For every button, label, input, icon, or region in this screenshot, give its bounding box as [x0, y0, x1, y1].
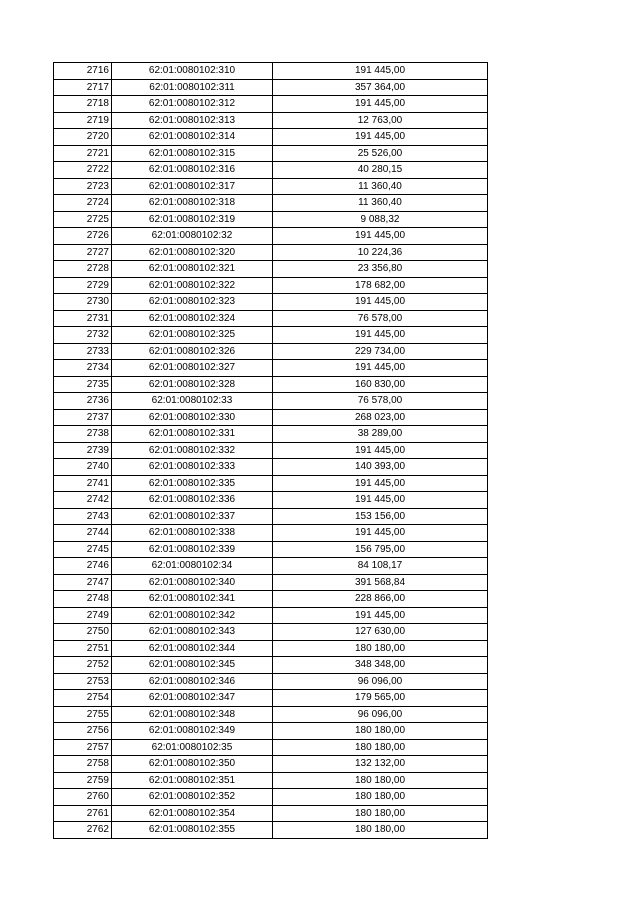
- value-cell: 96 096,00: [273, 673, 488, 690]
- cadastral-number-cell: 62:01:0080102:323: [112, 294, 273, 311]
- table-row: [54, 310, 488, 327]
- value-cell: 268 023,00: [273, 409, 488, 426]
- cadastral-number-cell: 62:01:0080102:312: [112, 96, 273, 113]
- table-row: [54, 739, 488, 756]
- cadastral-number-cell: 62:01:0080102:349: [112, 723, 273, 740]
- table-row: [54, 673, 488, 690]
- row-number-cell: 2727: [54, 244, 112, 261]
- row-number-cell: 2717: [54, 79, 112, 96]
- row-number-cell: 2719: [54, 112, 112, 129]
- value-cell: 40 280,15: [273, 162, 488, 179]
- cadastral-number-cell: 62:01:0080102:341: [112, 591, 273, 608]
- value-cell: 191 445,00: [273, 492, 488, 509]
- table-row: [54, 690, 488, 707]
- table-row: [54, 789, 488, 806]
- value-cell: 25 526,00: [273, 145, 488, 162]
- value-cell: 140 393,00: [273, 459, 488, 476]
- value-cell: 191 445,00: [273, 525, 488, 542]
- row-number-cell: 2758: [54, 756, 112, 773]
- table-row: [54, 195, 488, 212]
- cadastral-number-cell: 62:01:0080102:324: [112, 310, 273, 327]
- row-number-cell: 2753: [54, 673, 112, 690]
- cadastral-number-cell: 62:01:0080102:343: [112, 624, 273, 641]
- row-number-cell: 2748: [54, 591, 112, 608]
- cadastral-number-cell: 62:01:0080102:338: [112, 525, 273, 542]
- cadastral-number-cell: 62:01:0080102:346: [112, 673, 273, 690]
- value-cell: 178 682,00: [273, 277, 488, 294]
- row-number-cell: 2743: [54, 508, 112, 525]
- cadastral-number-cell: 62:01:0080102:333: [112, 459, 273, 476]
- value-cell: 191 445,00: [273, 228, 488, 245]
- value-cell: 11 360,40: [273, 178, 488, 195]
- table-row: [54, 756, 488, 773]
- value-cell: 228 866,00: [273, 591, 488, 608]
- cadastral-number-cell: 62:01:0080102:336: [112, 492, 273, 509]
- row-number-cell: 2720: [54, 129, 112, 146]
- cadastral-number-cell: 62:01:0080102:313: [112, 112, 273, 129]
- cadastral-number-cell: 62:01:0080102:348: [112, 706, 273, 723]
- table-row: [54, 211, 488, 228]
- value-cell: 191 445,00: [273, 360, 488, 377]
- table-row: [54, 96, 488, 113]
- row-number-cell: 2726: [54, 228, 112, 245]
- row-number-cell: 2751: [54, 640, 112, 657]
- cadastral-number-cell: 62:01:0080102:340: [112, 574, 273, 591]
- value-cell: 229 734,00: [273, 343, 488, 360]
- row-number-cell: 2731: [54, 310, 112, 327]
- cadastral-number-cell: 62:01:0080102:327: [112, 360, 273, 377]
- value-cell: 132 132,00: [273, 756, 488, 773]
- cadastral-number-cell: 62:01:0080102:337: [112, 508, 273, 525]
- table-row: [54, 640, 488, 657]
- cadastral-number-cell: 62:01:0080102:331: [112, 426, 273, 443]
- cadastral-number-cell: 62:01:0080102:335: [112, 475, 273, 492]
- cadastral-number-cell: 62:01:0080102:332: [112, 442, 273, 459]
- table-row: [54, 723, 488, 740]
- row-number-cell: 2732: [54, 327, 112, 344]
- cadastral-number-cell: 62:01:0080102:352: [112, 789, 273, 806]
- row-number-cell: 2718: [54, 96, 112, 113]
- table-row: [54, 525, 488, 542]
- table-row: [54, 541, 488, 558]
- cadastral-number-cell: 62:01:0080102:339: [112, 541, 273, 558]
- value-cell: 391 568,84: [273, 574, 488, 591]
- table-row: [54, 343, 488, 360]
- row-number-cell: 2756: [54, 723, 112, 740]
- table-row: [54, 162, 488, 179]
- table-row: [54, 475, 488, 492]
- value-cell: 191 445,00: [273, 129, 488, 146]
- value-cell: 357 364,00: [273, 79, 488, 96]
- cadastral-number-cell: 62:01:0080102:310: [112, 63, 273, 80]
- cadastral-number-cell: 62:01:0080102:320: [112, 244, 273, 261]
- cadastral-number-cell: 62:01:0080102:318: [112, 195, 273, 212]
- cadastral-number-cell: 62:01:0080102:355: [112, 822, 273, 839]
- row-number-cell: 2759: [54, 772, 112, 789]
- value-cell: 153 156,00: [273, 508, 488, 525]
- table-row: [54, 822, 488, 839]
- row-number-cell: 2761: [54, 805, 112, 822]
- row-number-cell: 2757: [54, 739, 112, 756]
- row-number-cell: 2724: [54, 195, 112, 212]
- cadastral-number-cell: 62:01:0080102:317: [112, 178, 273, 195]
- table-row: [54, 294, 488, 311]
- row-number-cell: 2747: [54, 574, 112, 591]
- cadastral-number-cell: 62:01:0080102:325: [112, 327, 273, 344]
- table-row: [54, 178, 488, 195]
- cadastral-number-cell: 62:01:0080102:330: [112, 409, 273, 426]
- value-cell: 191 445,00: [273, 294, 488, 311]
- value-cell: 127 630,00: [273, 624, 488, 641]
- value-cell: 180 180,00: [273, 723, 488, 740]
- value-cell: 160 830,00: [273, 376, 488, 393]
- row-number-cell: 2746: [54, 558, 112, 575]
- row-number-cell: 2762: [54, 822, 112, 839]
- cadastral-number-cell: 62:01:0080102:314: [112, 129, 273, 146]
- value-cell: 191 445,00: [273, 63, 488, 80]
- value-cell: 191 445,00: [273, 96, 488, 113]
- value-cell: 9 088,32: [273, 211, 488, 228]
- cadastral-number-cell: 62:01:0080102:319: [112, 211, 273, 228]
- value-cell: 179 565,00: [273, 690, 488, 707]
- row-number-cell: 2722: [54, 162, 112, 179]
- table-row: [54, 327, 488, 344]
- table-row: [54, 459, 488, 476]
- cadastral-number-cell: 62:01:0080102:351: [112, 772, 273, 789]
- value-cell: 191 445,00: [273, 475, 488, 492]
- row-number-cell: 2730: [54, 294, 112, 311]
- row-number-cell: 2739: [54, 442, 112, 459]
- value-cell: 180 180,00: [273, 789, 488, 806]
- cadastral-number-cell: 62:01:0080102:322: [112, 277, 273, 294]
- value-cell: 11 360,40: [273, 195, 488, 212]
- cadastral-number-cell: 62:01:0080102:350: [112, 756, 273, 773]
- cadastral-number-cell: 62:01:0080102:35: [112, 739, 273, 756]
- table-row: [54, 558, 488, 575]
- table-row: [54, 805, 488, 822]
- table-row: [54, 409, 488, 426]
- table-row: [54, 706, 488, 723]
- cadastral-number-cell: 62:01:0080102:342: [112, 607, 273, 624]
- registry-table: [53, 62, 488, 839]
- row-number-cell: 2738: [54, 426, 112, 443]
- table-row: [54, 244, 488, 261]
- value-cell: 348 348,00: [273, 657, 488, 674]
- value-cell: 191 445,00: [273, 327, 488, 344]
- row-number-cell: 2736: [54, 393, 112, 410]
- row-number-cell: 2737: [54, 409, 112, 426]
- cadastral-number-cell: 62:01:0080102:311: [112, 79, 273, 96]
- row-number-cell: 2742: [54, 492, 112, 509]
- value-cell: 156 795,00: [273, 541, 488, 558]
- row-number-cell: 2729: [54, 277, 112, 294]
- value-cell: 180 180,00: [273, 822, 488, 839]
- value-cell: 191 445,00: [273, 607, 488, 624]
- value-cell: 180 180,00: [273, 805, 488, 822]
- row-number-cell: 2760: [54, 789, 112, 806]
- row-number-cell: 2754: [54, 690, 112, 707]
- table-row: [54, 63, 488, 80]
- row-number-cell: 2725: [54, 211, 112, 228]
- table-row: [54, 607, 488, 624]
- table-row: [54, 426, 488, 443]
- row-number-cell: 2749: [54, 607, 112, 624]
- row-number-cell: 2735: [54, 376, 112, 393]
- cadastral-number-cell: 62:01:0080102:328: [112, 376, 273, 393]
- table-row: [54, 772, 488, 789]
- table-row: [54, 376, 488, 393]
- table-row: [54, 393, 488, 410]
- row-number-cell: 2752: [54, 657, 112, 674]
- cadastral-number-cell: 62:01:0080102:345: [112, 657, 273, 674]
- table-row: [54, 508, 488, 525]
- cadastral-number-cell: 62:01:0080102:347: [112, 690, 273, 707]
- value-cell: 10 224,36: [273, 244, 488, 261]
- cadastral-number-cell: 62:01:0080102:321: [112, 261, 273, 278]
- table-row: [54, 261, 488, 278]
- table-row: [54, 112, 488, 129]
- value-cell: 76 578,00: [273, 310, 488, 327]
- value-cell: 76 578,00: [273, 393, 488, 410]
- row-number-cell: 2741: [54, 475, 112, 492]
- cadastral-number-cell: 62:01:0080102:34: [112, 558, 273, 575]
- cadastral-number-cell: 62:01:0080102:316: [112, 162, 273, 179]
- row-number-cell: 2728: [54, 261, 112, 278]
- row-number-cell: 2723: [54, 178, 112, 195]
- row-number-cell: 2734: [54, 360, 112, 377]
- row-number-cell: 2733: [54, 343, 112, 360]
- table-row: [54, 129, 488, 146]
- table-row: [54, 79, 488, 96]
- table-row: [54, 657, 488, 674]
- value-cell: 180 180,00: [273, 739, 488, 756]
- table-row: [54, 492, 488, 509]
- cadastral-number-cell: 62:01:0080102:344: [112, 640, 273, 657]
- value-cell: 96 096,00: [273, 706, 488, 723]
- cadastral-number-cell: 62:01:0080102:33: [112, 393, 273, 410]
- row-number-cell: 2721: [54, 145, 112, 162]
- value-cell: 23 356,80: [273, 261, 488, 278]
- table-row: [54, 277, 488, 294]
- row-number-cell: 2716: [54, 63, 112, 80]
- table-row: [54, 624, 488, 641]
- row-number-cell: 2744: [54, 525, 112, 542]
- value-cell: 180 180,00: [273, 640, 488, 657]
- row-number-cell: 2755: [54, 706, 112, 723]
- table-row: [54, 145, 488, 162]
- table-row: [54, 591, 488, 608]
- value-cell: 191 445,00: [273, 442, 488, 459]
- row-number-cell: 2740: [54, 459, 112, 476]
- table-row: [54, 574, 488, 591]
- value-cell: 180 180,00: [273, 772, 488, 789]
- value-cell: 38 289,00: [273, 426, 488, 443]
- table-row: [54, 360, 488, 377]
- row-number-cell: 2750: [54, 624, 112, 641]
- value-cell: 84 108,17: [273, 558, 488, 575]
- row-number-cell: 2745: [54, 541, 112, 558]
- cadastral-number-cell: 62:01:0080102:315: [112, 145, 273, 162]
- table-row: [54, 228, 488, 245]
- registry-table-body: [54, 63, 488, 839]
- cadastral-number-cell: 62:01:0080102:32: [112, 228, 273, 245]
- cadastral-number-cell: 62:01:0080102:326: [112, 343, 273, 360]
- cadastral-number-cell: 62:01:0080102:354: [112, 805, 273, 822]
- table-row: [54, 442, 488, 459]
- value-cell: 12 763,00: [273, 112, 488, 129]
